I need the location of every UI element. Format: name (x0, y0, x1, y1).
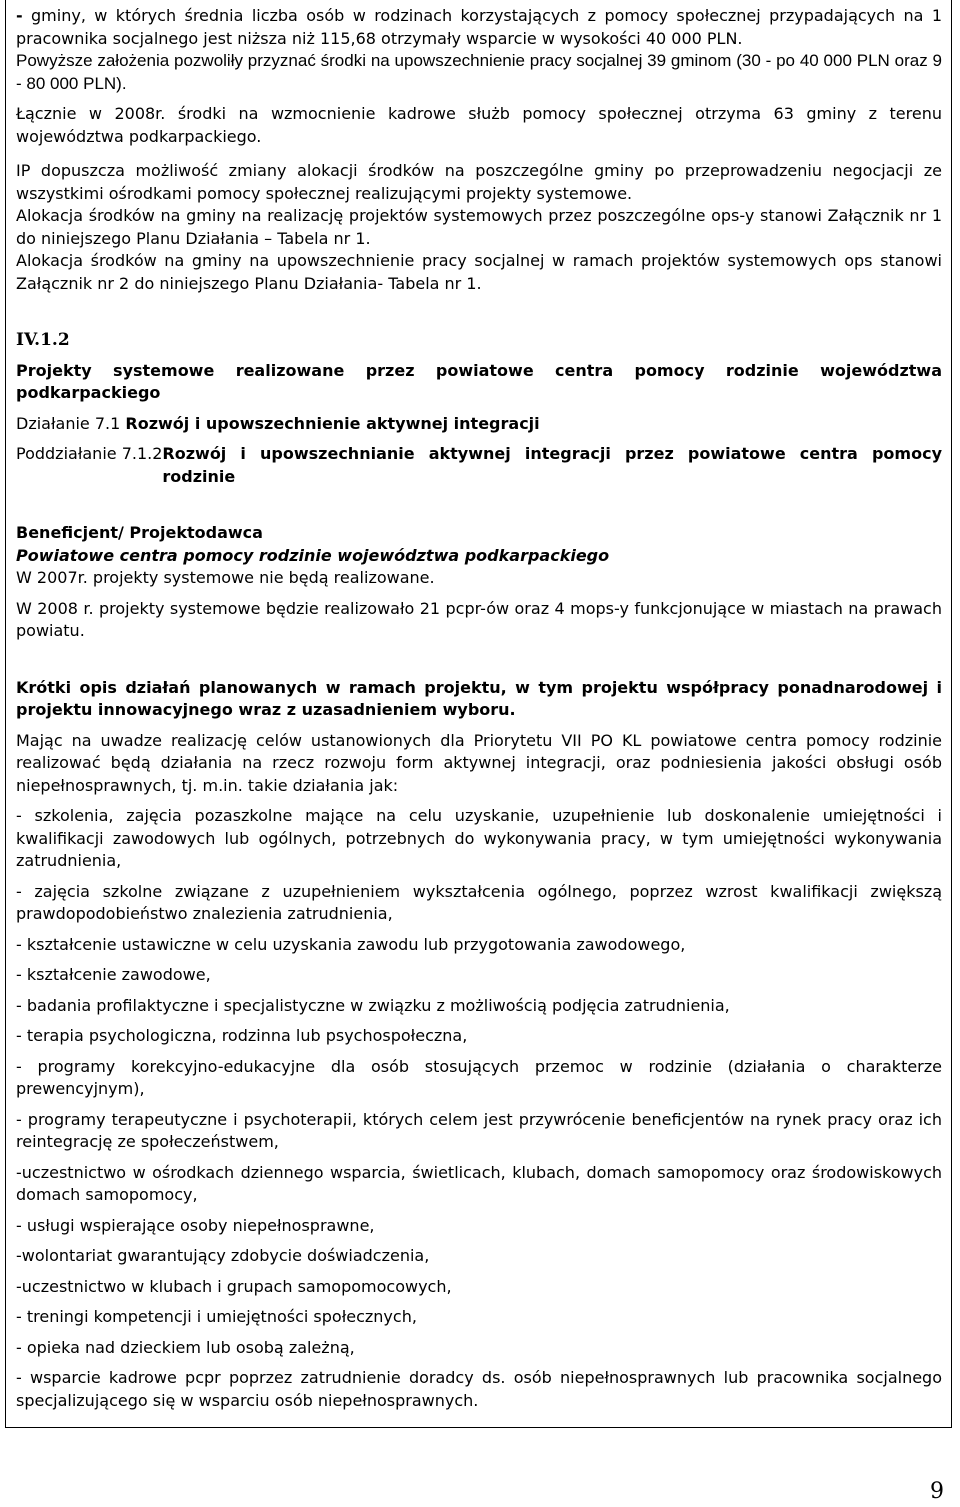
list-item: -uczestnictwo w ośrodkach dziennego wsparcia, świetlicach, klubach, domach samopomocy oraz środowiskowych domach samopomocy, (16, 1162, 942, 1204)
paragraph-gminy-115: - gminy, w których średnia liczba osób w rodzinach korzystających z pomocy społecznej przypadających na 1 pracownika socjalnego jest niższa niż 115,68 otrzymały wsparcie w wysokości 40 000 PLN. (16, 6, 942, 48)
list-item: - kształcenie ustawiczne w celu uzyskania zawodu lub przygotowania zawodowego, (16, 934, 686, 954)
list-item: - usługi wspierające osoby niepełnosprawne, (16, 1215, 375, 1235)
paragraph-ip-dopuszcza: IP dopuszcza możliwość zmiany alokacji środków na poszczególne gminy po przeprowadzeniu negocjacji ze wszystkimi ośrodkami pomocy społecznej realizującymi projekty systemowe. (16, 161, 942, 203)
list-item: - programy terapeutyczne i psychoterapii, których celem jest przywrócenie beneficjentów na rynek pracy oraz ich reintegrację ze społeczeństwem, (16, 1109, 942, 1151)
beneficiary-name: Powiatowe centra pomocy rodzinie województwa podkarpackiego (16, 545, 610, 565)
list-item: -uczestnictwo w klubach i grupach samopomocowych, (16, 1276, 452, 1296)
paragraph-39-gminom: Powyższe założenia pozwoliły przyznać środki na upowszechnienie pracy socjalnej 39 gminom (30 - po 40 000 PLN oraz 9 - 80 000 PLN). (16, 51, 942, 93)
dzialanie-line: Działanie 7.1 Rozwój i upowszechnienie aktywnej integracji (16, 413, 540, 433)
list-item: - szkolenia, zajęcia pozaszkolne mające na celu uzyskanie, uzupełnienie lub doskonalenie umiejętności i kwalifikacji zawodowych lub ogólnych, potrzebnych do wykonywania pracy, w tym umiejętności wykonywania zatrudnienia, (16, 806, 942, 870)
list-item: - programy korekcyjno-edukacyjne dla osób stosujących przemoc w rodzinie (działania o charakterze prewencyjnym), (16, 1056, 942, 1098)
paragraph-zalacznik-1: Alokacja środków na gminy na realizację projektów systemowych przez poszczególne ops-y stanowi Załącznik nr 1 do niniejszego Planu Działania – Tabela nr 1. (16, 206, 942, 248)
description-intro: Mając na uwadze realizację celów ustanowionych dla Priorytetu VII PO KL powiatowe centra pomocy rodzinie realizować będą działania na rzecz rozwoju form aktywnej integracji, oraz podniesienia jakości obsługi osób niepełnosprawnych, tj. m.in. takie działania jak: (16, 730, 942, 795)
paragraph-zalacznik-2: Alokacja środków na gminy na upowszechnienie pracy socjalnej w ramach projektów systemowych ops stanowi Załącznik nr 2 do niniejszego Planu Działania- Tabela nr 1. (16, 251, 942, 293)
dzialanie-name: Rozwój i upowszechnienie aktywnej integracji (125, 413, 540, 433)
list-item: -wolontariat gwarantujący zdobycie doświadczenia, (16, 1246, 430, 1265)
list-item: - kształcenie zawodowe, (16, 965, 211, 984)
list-item: - opieka nad dzieckiem lub osobą zależną, (16, 1337, 355, 1357)
description-heading: Krótki opis działań planowanych w ramach projektu, w tym projektu współpracy ponadnarodowej i projektu innowacyjnego wraz z uzasadnieniem wyboru. (16, 677, 942, 719)
beneficiary-heading: Beneficjent/ Projektodawca (16, 523, 263, 542)
bullet-dash: - (16, 6, 23, 25)
document-body (16, 5, 942, 1412)
year-2007-line: W 2007r. projekty systemowe nie będą realizowane. (16, 568, 435, 587)
list-item: - zajęcia szkolne związane z uzupełnieniem wykształcenia ogólnego, poprzez wzrost kwalifikacji zwiększą prawdopodobieństwo znalezienia zatrudnienia, (16, 881, 942, 923)
list-item: - treningi kompetencji i umiejętności społecznych, (16, 1307, 417, 1326)
poddzialanie-name: Rozwój i upowszechnianie aktywnej integracji przez powiatowe centra pomocy rodzinie (162, 444, 942, 486)
list-item: - terapia psychologiczna, rodzinna lub psychospołeczna, (16, 1026, 468, 1045)
section-number: IV.1.2 (16, 330, 70, 350)
section-title: Projekty systemowe realizowane przez powiatowe centra pomocy rodzinie województwa podkarpackiego (16, 360, 942, 402)
list-item: - wsparcie kadrowe pcpr poprzez zatrudnienie doradcy ds. osób niepełnosprawnych lub pracownika socjalnego specjalizującego się w wsparciu osób niepełnosprawnych. (16, 1368, 942, 1410)
page-number: 9 (930, 1479, 944, 1504)
list-item: - badania profilaktyczne i specjalistyczne w związku z możliwością podjęcia zatrudnienia, (16, 995, 730, 1015)
year-2008-line: W 2008 r. projekty systemowe będzie realizowało 21 pcpr-ów oraz 4 mops-y funkcjonujące w miastach na prawach powiatu. (16, 598, 942, 640)
paragraph-63-gminy: Łącznie w 2008r. środki na wzmocnienie kadrowe służb pomocy społecznej otrzyma 63 gminy z terenu województwa podkarpackiego. (16, 104, 942, 146)
poddzialanie-line: Poddziałanie 7.1.2 Rozwój i upowszechnianie aktywnej integracji przez powiatowe centra pomocy rodzinie (16, 443, 942, 488)
